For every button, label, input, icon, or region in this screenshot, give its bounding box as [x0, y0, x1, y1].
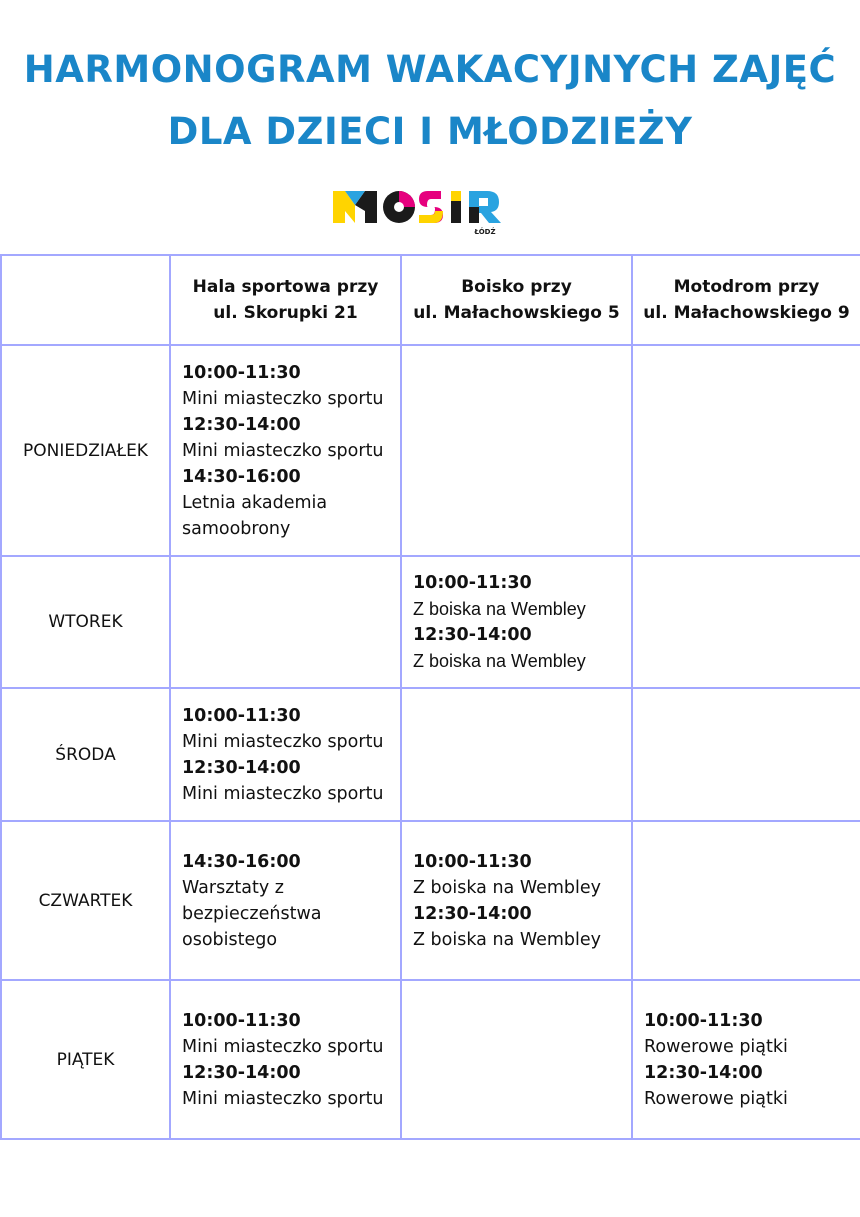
schedule-cell-hala: 14:30-16:00 Warsztaty z bezpieczeństwa osobistego	[170, 821, 401, 980]
table-row-poniedzialek	[1, 345, 860, 556]
day-label: WTOREK	[1, 556, 170, 688]
column-header-hala: Hala sportowa przy ul. Skorupki 21	[170, 255, 401, 345]
schedule-cell-boisko	[401, 980, 632, 1139]
schedule-cell-boisko	[401, 345, 632, 556]
day-label: CZWARTEK	[1, 821, 170, 980]
table-row-sroda	[1, 688, 860, 821]
schedule-cell-motodrom	[632, 556, 860, 688]
header-row	[1, 255, 860, 345]
schedule-cell-hala: 10:00-11:30 Mini miasteczko sportu 12:30-14:00 Mini miasteczko sportu 14:30-16:00 Letnia akademia samoobrony	[170, 345, 401, 556]
schedule-cell-boisko: 10:00-11:30 Z boiska na Wembley 12:30-14:00 Z boiska na Wembley	[401, 556, 632, 688]
schedule-table	[0, 254, 860, 1140]
logo-letter-m	[333, 191, 377, 223]
schedule-cell-motodrom	[632, 688, 860, 821]
logo-letter-r	[469, 191, 501, 223]
schedule-cell-motodrom	[632, 345, 860, 556]
schedule-cell-hala: 10:00-11:30 Mini miasteczko sportu 12:30-14:00 Mini miasteczko sportu	[170, 980, 401, 1139]
schedule-cell-hala: 10:00-11:30 Mini miasteczko sportu 12:30-14:00 Mini miasteczko sportu	[170, 688, 401, 821]
schedule-cell-motodrom	[632, 821, 860, 980]
day-label: PIĄTEK	[1, 980, 170, 1139]
schedule-cell-boisko: 10:00-11:30 Z boiska na Wembley 12:30-14:00 Z boiska na Wembley	[401, 821, 632, 980]
schedule-cell-motodrom: 10:00-11:30 Rowerowe piątki 12:30-14:00 Rowerowe piątki	[632, 980, 860, 1139]
logo-letter-s	[419, 191, 443, 223]
logo-letter-o	[383, 191, 415, 223]
schedule-cell-hala	[170, 556, 401, 688]
table-row-czwartek	[1, 821, 860, 980]
page-title-line-1: HARMONOGRAM WAKACYJNYCH ZAJĘĆ	[23, 48, 837, 91]
column-header-boisko: Boisko przy ul. Małachowskiego 5	[401, 255, 632, 345]
logo-subtext: ŁÓDŹ	[474, 228, 496, 236]
corner-cell	[1, 255, 170, 345]
page-title-line-2: DLA DZIECI I MŁODZIEŻY	[167, 110, 693, 153]
column-header-motodrom: Motodrom przy ul. Małachowskiego 9	[632, 255, 860, 345]
logo-letter-i	[451, 191, 461, 223]
table-row-piatek	[1, 980, 860, 1139]
mosir-logo	[331, 181, 531, 237]
schedule-cell-boisko	[401, 688, 632, 821]
table-row-wtorek	[1, 556, 860, 688]
day-label: PONIEDZIAŁEK	[1, 345, 170, 556]
day-label: ŚRODA	[1, 688, 170, 821]
